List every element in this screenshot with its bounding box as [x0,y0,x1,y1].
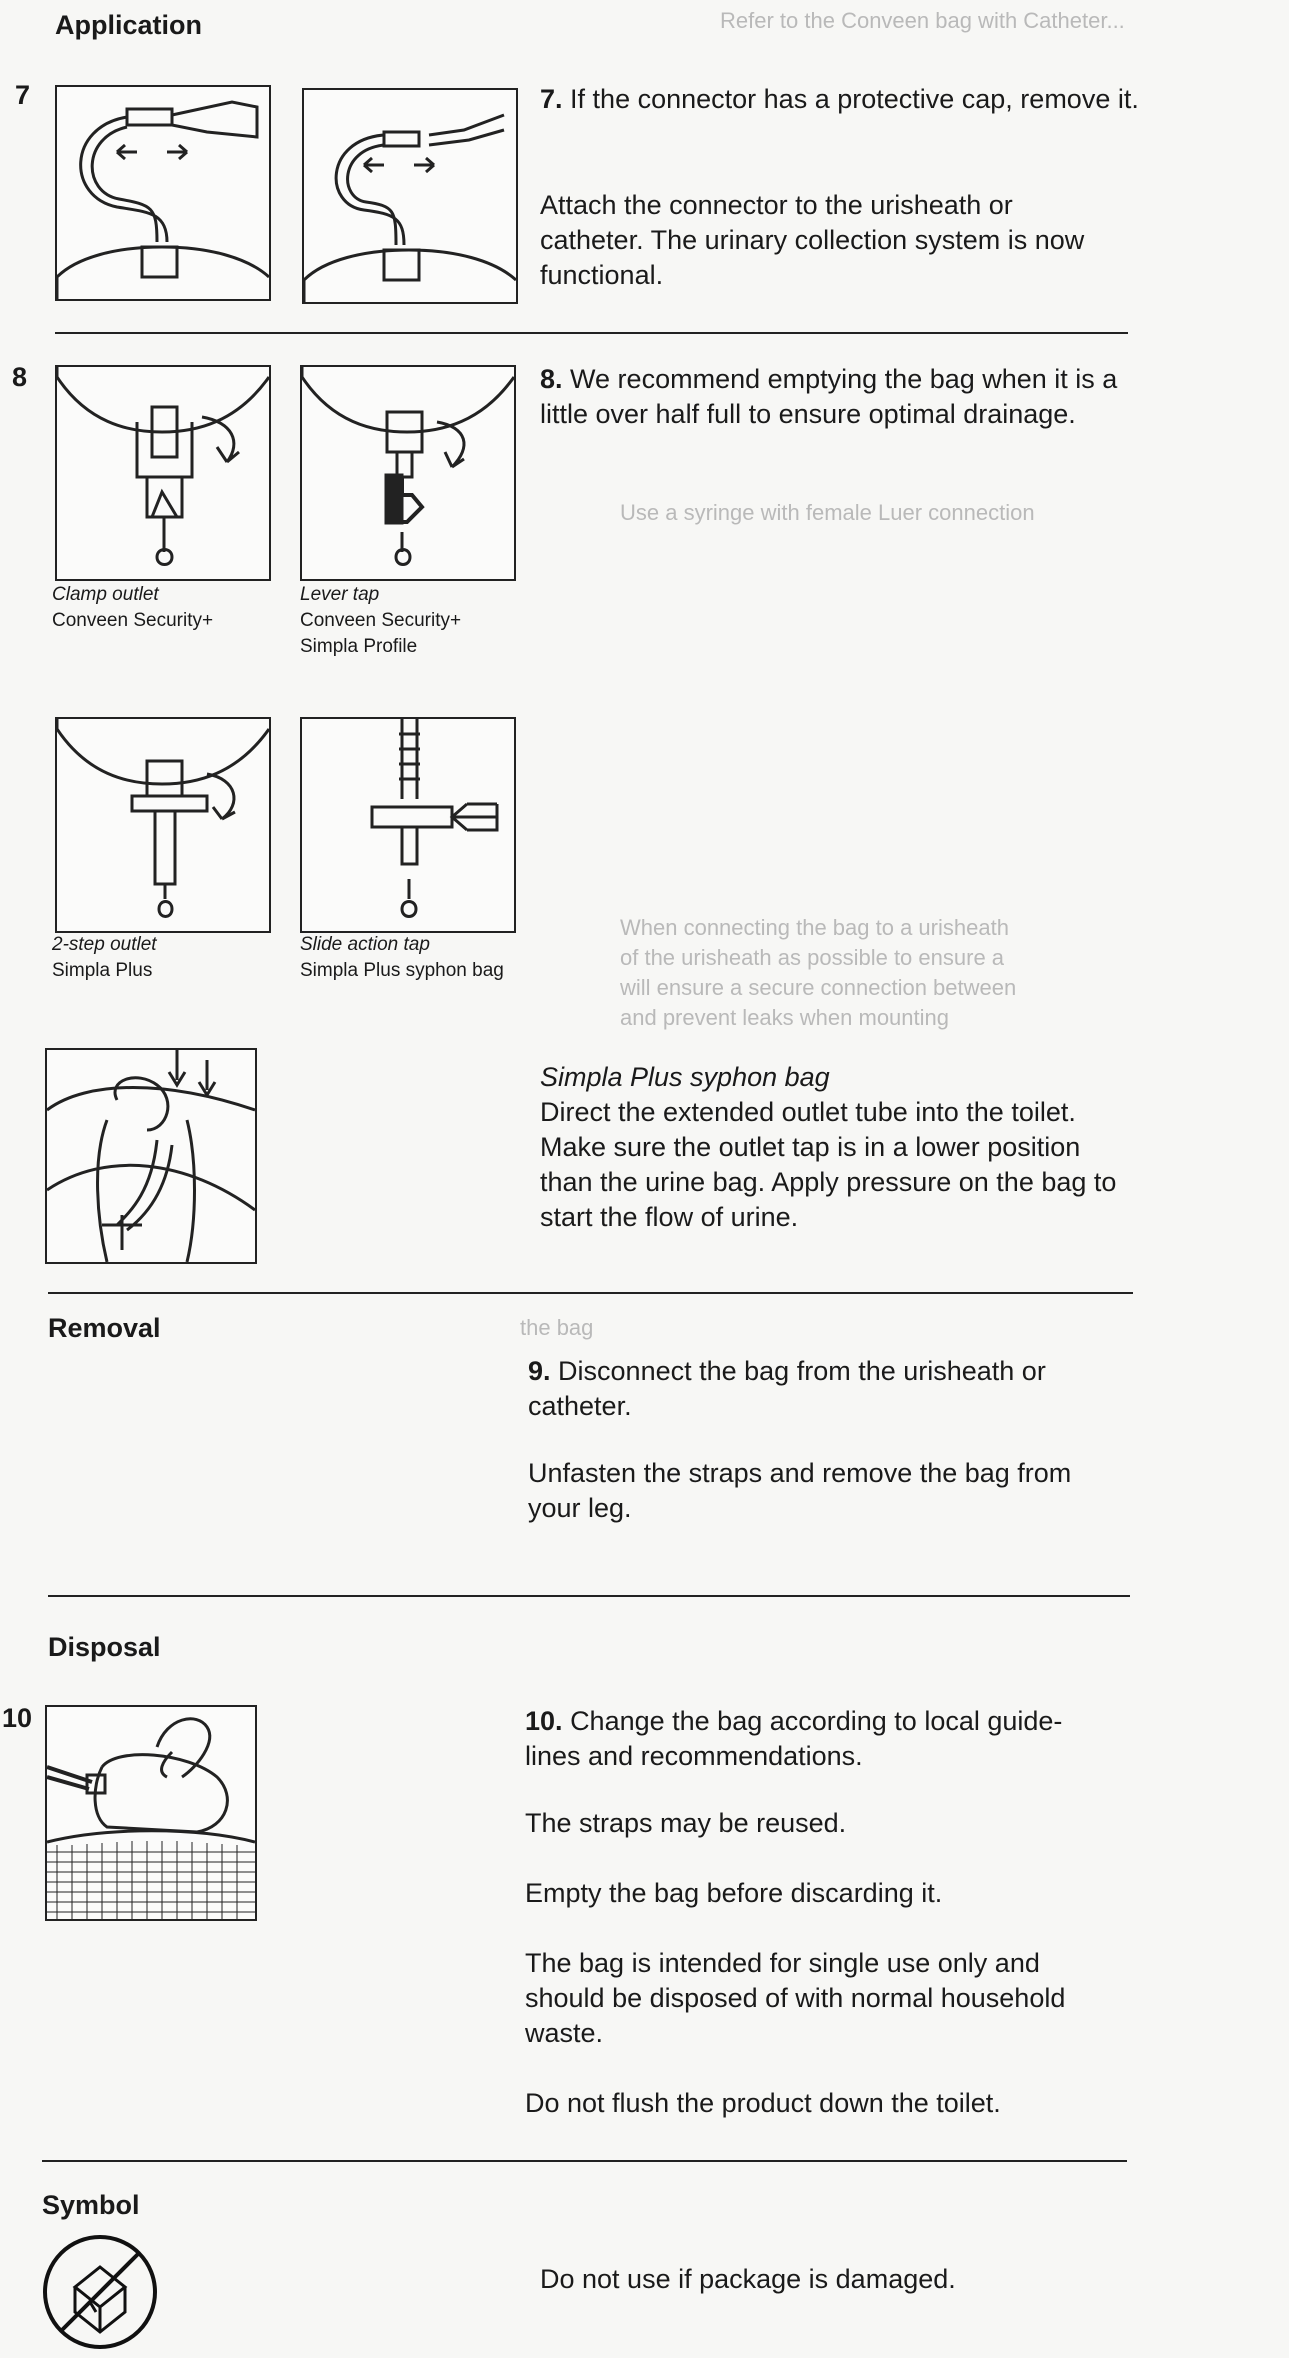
step9-instruction [528,1354,1128,1424]
step10-instruction [525,1704,1105,1774]
caption-2-step-outlet [52,932,157,984]
step7-lead: 7. [540,84,563,114]
bleed-through-text: will ensure a secure connection between [620,975,1017,1000]
bleed-through-text: the bag [520,1315,594,1340]
bleed-through-text: Refer to the Conveen bag with Catheter... [720,8,1125,33]
caption-product: Simpla Profile [300,636,418,657]
divider [42,2160,1127,2162]
caption-product: Simpla Plus syphon bag [300,960,504,981]
caption-product: Conveen Security+ [52,610,214,631]
step7-instruction [540,82,1140,117]
symbol-description: Do not use if package is damaged. [540,2264,956,2294]
step9-lead: 9. [528,1356,551,1386]
caption-title: Lever tap [300,584,380,605]
divider [55,332,1128,334]
bleed-through-text: of the urisheath as possible to ensure a [620,945,1005,970]
section-heading-removal: Removal [48,1313,161,1343]
figure-connector-attach [302,88,518,304]
step8-text: We recommend emptying the bag when it is a little over half full to ensure optimal drainage. [540,364,1118,429]
syphon-instruction [540,1060,1120,1235]
step7-text-1: If the connector has a protective cap, remove it. [570,84,1139,114]
caption-slide-action-tap [300,932,504,984]
caption-title: Clamp outlet [52,584,159,605]
step8-lead: 8. [540,364,563,394]
damaged-package-icon [40,2232,160,2352]
step10-text-2: The straps may be reused. [525,1808,847,1838]
step-number-8: 8 [12,362,28,392]
section-heading-application: Application [55,10,202,40]
step7-text-2: Attach the connector to the urisheath or catheter. The urinary collection system is now functional. [540,190,1085,290]
section-heading-symbol: Symbol [42,2190,140,2220]
bleed-through-text: Use a syringe with female Luer connection [620,500,1035,525]
step9-text-2: Unfasten the straps and remove the bag from your leg. [528,1458,1072,1523]
caption-title: 2-step outlet [52,934,157,955]
figure-2-step-outlet [55,717,271,933]
caption-title: Slide action tap [300,934,430,955]
step10-text-1: Change the bag according to local guide-lines and recommendations. [525,1706,1063,1771]
caption-product: Simpla Plus [52,960,153,981]
step-number-10: 10 [2,1703,33,1733]
bleed-through-text: and prevent leaks when mounting [620,1005,949,1030]
caption-product: Conveen Security+ [300,610,462,631]
figure-clamp-outlet [55,365,271,581]
figure-syphon-bag-leg [45,1048,257,1264]
step9-text-1: Disconnect the bag from the urisheath or catheter. [528,1356,1046,1421]
caption-lever-tap [300,582,461,660]
syphon-title: Simpla Plus syphon bag [540,1062,830,1092]
divider [48,1595,1130,1597]
caption-clamp-outlet [52,582,213,634]
figure-bag-disposal [45,1705,257,1921]
step10-text-3: Empty the bag before discarding it. [525,1878,943,1908]
figure-lever-tap [300,365,516,581]
step10-lead: 10. [525,1706,563,1736]
step10-text-5: Do not flush the product down the toilet. [525,2088,1001,2118]
syphon-text: Direct the extended outlet tube into the toilet. Make sure the outlet tap is in a lower position than the urine bag. Apply pressure on the bag to start the flow of urine. [540,1097,1117,1232]
section-heading-disposal: Disposal [48,1632,161,1662]
figure-slide-action-tap [300,717,516,933]
bleed-through-text: When connecting the bag to a urisheath [620,915,1009,940]
step-number-7: 7 [15,80,31,110]
divider [48,1292,1133,1294]
step8-instruction [540,362,1140,432]
figure-connector-cap [55,85,271,301]
step10-text-4: The bag is intended for single use only and should be disposed of with normal household waste. [525,1948,1066,2048]
